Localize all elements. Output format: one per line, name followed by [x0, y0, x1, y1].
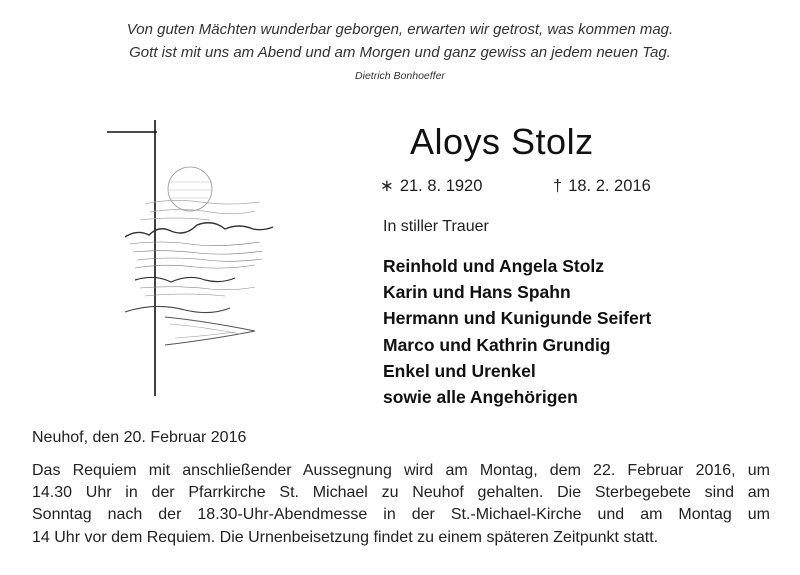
mourner: Karin und Hans Spahn — [383, 282, 571, 303]
mourner: sowie alle Angehörigen — [383, 387, 578, 408]
mourner: Reinhold und Angela Stolz — [383, 256, 605, 276]
mourner: Marco und Kathrin Grundig — [383, 334, 611, 355]
announcement-line: 14 Uhr vor dem Requiem. Die Urnenbeisetzung findet zu einem späteren Zeitpunkt statt. — [32, 528, 659, 546]
death-cross-icon: † — [553, 177, 563, 195]
service-announcement — [32, 460, 770, 549]
announcement-line: 14.30 Uhr in der Pfarrkirche St. Michael zu Neuhof gehalten. Die Sterbegebete sind am — [32, 484, 770, 502]
announcement-line: Das Requiem mit anschließender Aussegnung wird am Montag, dem 22. Februar 2016, um — [32, 462, 770, 479]
mourning-intro: In stiller Trauer — [383, 218, 489, 235]
quote-line-1: Von guten Mächten wunderbar geborgen, erwarten wir getrost, was kommen mag. — [126, 21, 674, 38]
quote-author: Dietrich Bonhoeffer — [355, 70, 445, 82]
mourners-list — [383, 253, 651, 410]
mourner: Enkel und Urenkel — [383, 360, 536, 381]
birth-star-icon: ∗ — [380, 177, 394, 195]
mourner: Hermann und Kunigunde Seifert — [383, 308, 652, 329]
birth-date — [380, 175, 482, 197]
place-and-date: Neuhof, den 20. Februar 2016 — [32, 429, 247, 446]
quote-line-2: Gott ist mit uns am Abend und am Morgen und ganz gewiss an jedem neuen Tag. — [129, 44, 671, 61]
death-date — [553, 175, 651, 197]
cross-landscape-icon — [95, 112, 275, 412]
deceased-name: Aloys Stolz — [410, 121, 594, 162]
death-date-value: 18. 2. 2016 — [568, 177, 651, 195]
announcement-line: Sonntag nach der 18.30-Uhr-Abendmesse in der St.-Michael-Kirche und am Montag um — [32, 506, 770, 524]
bonhoeffer-quote — [0, 18, 800, 86]
birth-date-value: 21. 8. 1920 — [399, 177, 483, 195]
